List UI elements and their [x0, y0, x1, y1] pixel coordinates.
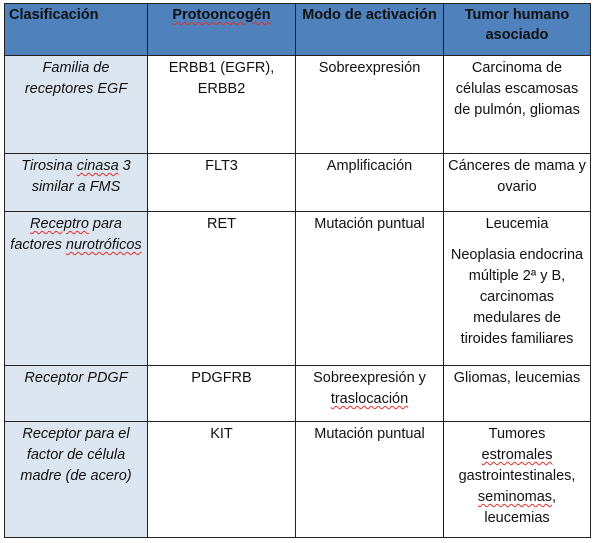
header-protooncogen-text: Protooncogén [172, 7, 271, 23]
cell-tumor: Gliomas, leucemias [444, 366, 591, 422]
header-tumor-humano: Tumor humano asociado [444, 4, 591, 56]
header-clasificacion: Clasificación [5, 4, 148, 56]
cell-modo: Amplificación [296, 154, 444, 212]
cell-modo-misspelled: traslocación [330, 391, 409, 407]
cell-clasificacion-part: para factores [10, 216, 122, 253]
cell-protooncogen: ERBB1 (EGFR), ERBB2 [148, 56, 296, 154]
cell-clasificacion: Familia de receptores EGF [5, 56, 148, 154]
cell-tumor-line: gastrointestinales, [458, 468, 576, 484]
cell-clasificacion: Receptor para el factor de célula madre (de acero) [5, 422, 148, 538]
cell-clasificacion-misspelled: Receptro [30, 216, 89, 232]
cell-tumor-paragraph: Leucemia [485, 216, 549, 232]
cell-modo: Sobreexpresión [296, 56, 444, 154]
cell-tumor-paragraph: Neoplasia endocrina múltiple 2ª y B, carcinomas medulares de tiroides familiares [450, 247, 584, 347]
cell-tumor: Cánceres de mama y ovario [444, 154, 591, 212]
cell-tumor [444, 212, 591, 366]
cell-clasificacion-part: Tirosina [21, 158, 73, 174]
table-row [5, 212, 591, 366]
table-body [5, 56, 591, 538]
cell-clasificacion [5, 212, 148, 366]
cell-modo [296, 366, 444, 422]
cell-clasificacion-misspelled: nurotróficos [65, 237, 142, 253]
header-protooncogen [148, 4, 296, 56]
header-modo-activacion: Modo de activación [296, 4, 444, 56]
oncogene-table [4, 3, 591, 538]
header-row [5, 4, 591, 56]
cell-protooncogen: RET [148, 212, 296, 366]
cell-tumor-line: Tumores [488, 426, 546, 442]
cell-modo: Mutación puntual [296, 422, 444, 538]
cell-tumor-line: , leucemias [484, 489, 557, 526]
cell-tumor-misspelled: estromales [481, 447, 553, 463]
cell-clasificacion [5, 154, 148, 212]
cell-clasificacion-misspelled: cinasa [76, 158, 119, 174]
cell-protooncogen: KIT [148, 422, 296, 538]
cell-tumor: Carcinoma de células escamosas de pulmón, gliomas [444, 56, 591, 154]
cell-modo: Mutación puntual [296, 212, 444, 366]
table-header [5, 4, 591, 56]
cell-tumor [444, 422, 591, 538]
table-row [5, 154, 591, 212]
table-row [5, 56, 591, 154]
table-row [5, 366, 591, 422]
table-row [5, 422, 591, 538]
cell-modo-part: Sobreexpresión y [313, 370, 426, 386]
cell-protooncogen: PDGFRB [148, 366, 296, 422]
cell-clasificacion-part: 3 similar a FMS [31, 158, 131, 195]
cell-tumor-misspelled: seminomas [477, 489, 553, 505]
cell-clasificacion: Receptor PDGF [5, 366, 148, 422]
cell-protooncogen: FLT3 [148, 154, 296, 212]
